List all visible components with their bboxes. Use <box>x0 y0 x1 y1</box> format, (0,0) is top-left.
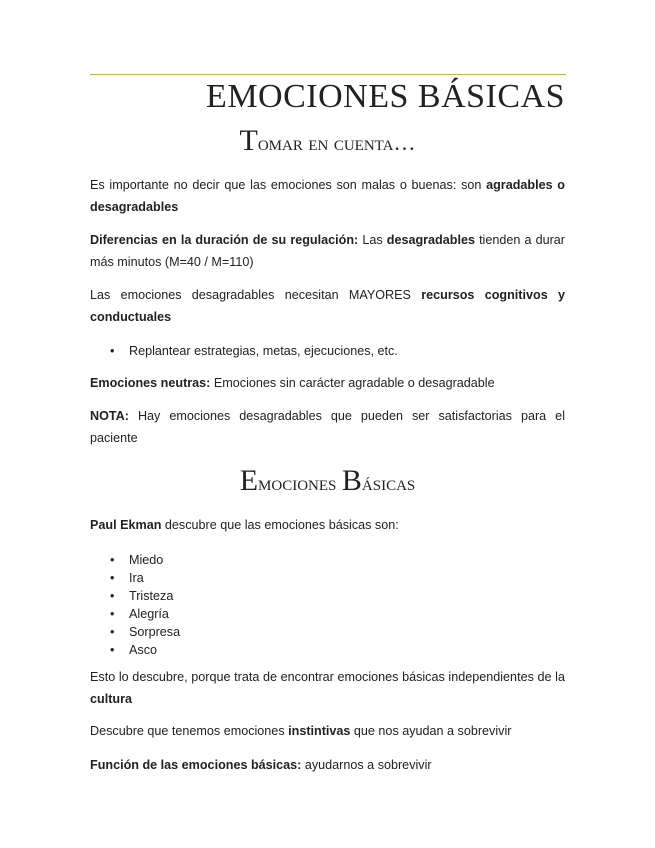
paragraph-bold: agradables o desagradables <box>90 178 565 214</box>
basic-emotions-list <box>110 551 180 659</box>
paragraph-bold: Diferencias en la duración de su regulación: <box>90 233 359 247</box>
paragraph-text: ayudarnos a sobrevivir <box>301 758 432 772</box>
heading-rest: ásicas <box>361 470 416 495</box>
heading-rest: omar en cuenta… <box>257 130 416 155</box>
paragraph-text: Esto lo descubre, porque trata de encontrar emociones básicas independientes de la <box>90 670 565 684</box>
paragraph-bold: Función de las emociones básicas: <box>90 758 302 772</box>
heading-initial: E <box>239 464 259 497</box>
paragraph-text: Hay emociones desagradables que pueden ser satisfactorias para el paciente <box>90 409 565 445</box>
paragraph-bold: desagradables <box>386 233 475 247</box>
paragraph-text: Las <box>358 233 387 247</box>
strategy-list <box>110 342 398 360</box>
list-item: • Alegría <box>110 605 180 623</box>
paragraph-bold: Paul Ekman <box>90 518 162 532</box>
paragraph-text: Las emociones desagradables necesitan MAYORES <box>90 288 422 302</box>
paragraph-bold: cultura <box>90 692 132 706</box>
list-item: • Miedo <box>110 551 180 569</box>
paragraph-text: descubre que las emociones básicas son: <box>161 518 399 532</box>
paragraph-bold: instintivas <box>288 724 351 738</box>
paragraph-instintivas <box>90 720 565 742</box>
document-title: EMOCIONES BÁSICAS <box>206 78 565 115</box>
paragraph-text: Descubre que tenemos emociones <box>90 724 289 738</box>
paragraph-text: Emociones sin carácter agradable o desagradable <box>210 376 495 390</box>
heading-rest: mociones <box>258 470 342 495</box>
paragraph-text: que nos ayudan a sobrevivir <box>350 724 512 738</box>
paragraph-bold: Emociones neutras: <box>90 376 211 390</box>
header-rule <box>90 74 566 75</box>
list-item: • Asco <box>110 641 180 659</box>
paragraph-text: Es importante no decir que las emociones son malas o buenas: son <box>90 178 487 192</box>
paragraph-funcion <box>90 754 565 776</box>
paragraph-ekman <box>90 514 565 536</box>
section-heading-tomar-en-cuenta <box>0 124 655 158</box>
paragraph-nota <box>90 405 565 449</box>
paragraph-bold: NOTA: <box>90 409 129 423</box>
heading-initial: T <box>239 124 258 157</box>
paragraph-neutras <box>90 372 565 394</box>
list-item: • Tristeza <box>110 587 180 605</box>
list-item: • Sorpresa <box>110 623 180 641</box>
paragraph-recursos <box>90 284 565 328</box>
paragraph-duracion <box>90 229 565 273</box>
heading-initial: B <box>341 464 362 497</box>
list-item: • Replantear estrategias, metas, ejecuciones, etc. <box>110 342 398 360</box>
paragraph-bold: recursos cognitivos y conductuales <box>90 288 565 324</box>
section-heading-emociones-basicas <box>0 464 655 498</box>
paragraph-text: tienden a durar más minutos (M=40 / M=110) <box>90 233 566 269</box>
paragraph-cultura <box>90 666 565 710</box>
list-item: • Ira <box>110 569 180 587</box>
paragraph-agradables <box>90 174 565 218</box>
